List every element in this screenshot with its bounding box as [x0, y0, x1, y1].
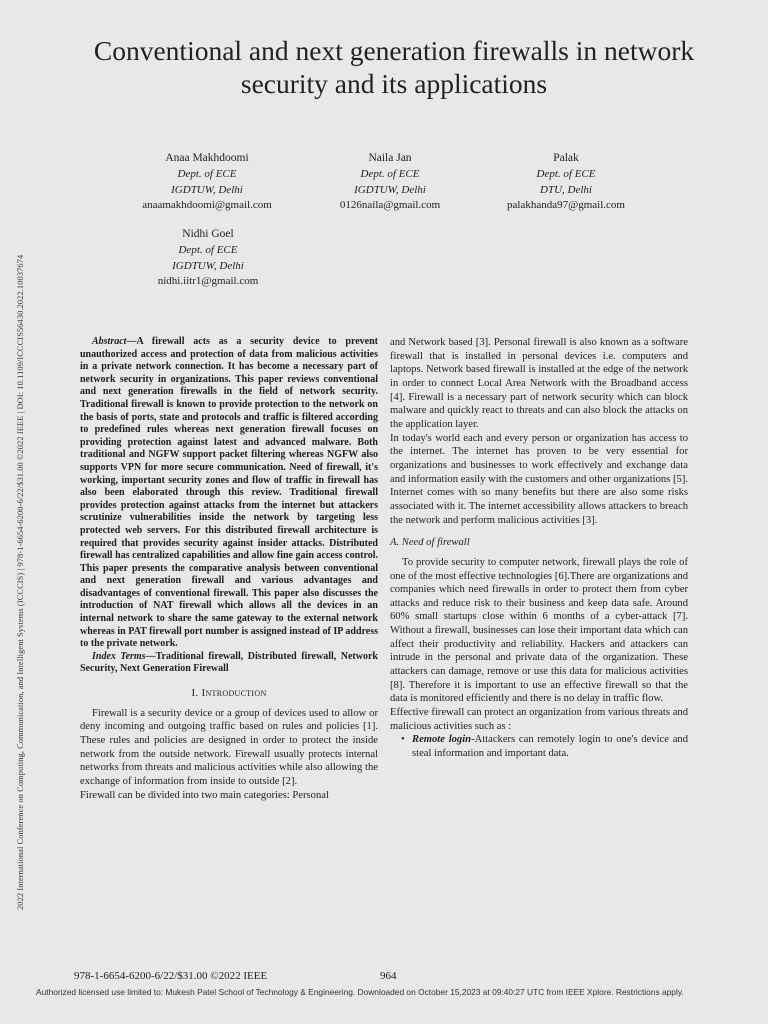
intro-paragraph: Firewall is a security device or a group of devices used to allow or deny incoming and outgoing traffic based on rules and policies [1]. These rules and policies are designed in order to protect the inside network from the outside network. Firewall usually protects internal networks from threats and malicious activities while also allowing the exchange of information from inside to outside [2].	[80, 707, 378, 787]
author-name: Palak	[553, 152, 579, 164]
index-terms-label: Index Terms	[92, 650, 146, 662]
conference-sidebar	[2, 0, 25, 1024]
body-paragraph: Effective firewall can protect an organization from various threats and malicious activities such as :	[390, 707, 688, 732]
body-paragraph: and Network based [3]. Personal firewall is also known as a software firewall that is installed in personal devices i.e. computers and laptops. Network based firewall is installed at the edge of the network in order to connect Local Area Network with the Broadband access [4]. Firewall is a necessary part of network security which can block malware and quickly react to threats and can also block the attacks on the application layer.	[390, 337, 688, 430]
subsection-heading: A. Need of firewall	[390, 537, 470, 549]
author-block	[107, 151, 307, 214]
author-email: palakhanda97@gmail.com	[507, 199, 625, 212]
left-column	[80, 336, 378, 802]
author-name: Naila Jan	[368, 152, 412, 164]
threat-list	[390, 733, 688, 760]
abstract	[80, 336, 378, 651]
author-dept: Dept. of ECE	[178, 243, 238, 256]
abstract-label: Abstract	[92, 336, 127, 347]
body-paragraph: In today's world each and every person or organization has access to the internet. The internet has proven to be very essential for organizations and businesses to work effectively and exchange data and information easily with the customers and other organizations [5]. Internet comes with so many benefits but there are also some risks associated with it. The internet accessibility allows attackers to breach the network and perform malicious activities [3].	[390, 432, 688, 526]
bullet-text: -Attackers can remotely login to one's device and steal information and important data.	[412, 734, 688, 760]
page-number: 964	[380, 970, 397, 982]
author-institution: IGDTUW, Delhi	[171, 183, 243, 196]
intro-paragraph: Firewall can be divided into two main categories: Personal	[80, 789, 329, 801]
author-dept: Dept. of ECE	[177, 167, 237, 180]
author-name: Anaa Makhdoomi	[165, 152, 249, 164]
author-name: Nidhi Goel	[182, 228, 234, 240]
author-block	[290, 151, 490, 214]
author-dept: Dept. of ECE	[360, 167, 420, 180]
authorized-use-notice: Authorized licensed use limited to: Mukesh Patel School of Technology & Engineering. Downloaded on October 15,2023 at 09:40:27 UTC from IEEE Xplore. Restrictions apply.	[36, 987, 684, 997]
section-title: Introduction	[201, 687, 267, 700]
section-heading-introduction	[80, 687, 378, 701]
author-institution: DTU, Delhi	[540, 183, 592, 196]
paper-title: Conventional and next generation firewalls in network security and its applications	[93, 35, 695, 99]
author-email: 0126naila@gmail.com	[339, 199, 441, 212]
author-block	[108, 227, 308, 290]
author-institution: IGDTUW, Delhi	[354, 183, 426, 196]
author-block	[466, 151, 666, 214]
section-number: I.	[191, 687, 199, 700]
right-column	[390, 336, 688, 761]
index-terms	[80, 651, 378, 676]
author-email: nidhi.iitr1@gmail.com	[157, 275, 259, 288]
list-item	[412, 733, 688, 760]
author-institution: IGDTUW, Delhi	[172, 259, 244, 272]
footer-isbn: 978-1-6654-6200-6/22/$31.00 ©2022 IEEE	[74, 970, 268, 982]
abstract-text: —A firewall acts as a security device to prevent unauthorized access and protection of data from malicious activities in a private network connection. It has become a necessary part of network security in organizations. This paper reviews conventional and next generation firewalls in the field of network security. Traditional firewall is known to provide protection to the network on the basis of ports, state and protocols and traffic is filtered according to predefined rules whereas next generation firewall focuses on providing protection against latest and advanced malware. Both traditional and NGFW support packet filtering whereas NGFW also supports VPN for more secure communication. Need of firewall, it's working, important security zones and flow of traffic in firewall has also been elaborated through this review. Traditional firewall provides protection against attacks from the internet but attackers scrutinize vulnerabilities inside the network by targeting less protected web servers. For this distributed firewall architecture is required that provides security against insider attacks. Distributed firewall has centralized capabilities and allow fine gain access control. This paper presents the comparative analysis between conventional and next generation firewall and various advantages and disadvantages of conventional firewall. This paper also discusses the introduction of NAT firewall which allows all the devices in an internal network to share the same gateway to the external network whereas in PAT firewall port number is assigned instead of IP address to the private network.	[80, 336, 378, 650]
author-dept: Dept. of ECE	[536, 167, 596, 180]
sidebar-citation: 2022 International Conference on Computing, Communication, and Intelligent Systems (ICCCIS) | 978-1-6654-6200-6/22/$31.00 ©2022 IEEE | DOI: 10.1109/ICCCIS56430.2022.10037674	[16, 254, 25, 910]
body-paragraph: To provide security to computer network, firewall plays the role of one of the most effective technologies [6].There are organizations and companies which need firewalls in order to protect them from cyber attacks and reduce risk to their business and keep data safe. Around 60% small startups close within 6 months of a cyber-attack [7]. Without a firewall, businesses can lose their important data which can affect their productivity and reliability. Hackers and attackers can intrude in the personal and private data of the organization. These attackers can damage, remove or use this data for malicious activities [8]. Therefore it is important to use an effective firewall so that the data is monitored efficiently and there is no delay in traffic flow.	[390, 556, 688, 705]
bullet-lead: Remote login	[412, 734, 472, 746]
author-email: anaamakhdoomi@gmail.com	[142, 199, 272, 212]
index-terms-text: —Traditional firewall, Distributed firewall, Network Security, Next Generation Firewall	[80, 650, 378, 675]
